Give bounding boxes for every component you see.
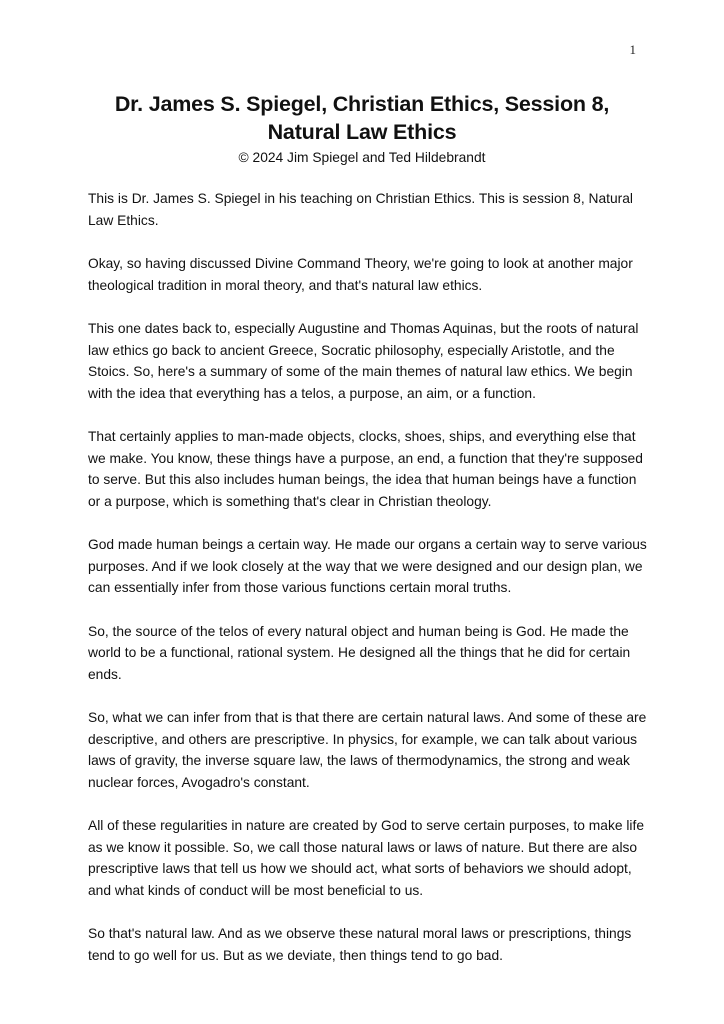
paragraph-1: This is Dr. James S. Spiegel in his teaching on Christian Ethics. This is session 8, Natural Law Ethics. xyxy=(88,191,633,228)
page-number: 1 xyxy=(629,42,636,57)
paragraph-2: Okay, so having discussed Divine Command Theory, we're going to look at another major theological tradition in moral theory, and that's natural law ethics. xyxy=(88,256,633,293)
paragraph-5: God made human beings a certain way. He made our organs a certain way to serve various purposes. And if we look closely at the way that we were designed and our design plan, we can essentially infer from those various functions certain moral truths. xyxy=(88,537,647,595)
document-title xyxy=(88,90,636,146)
paragraph-8: All of these regularities in nature are created by God to serve certain purposes, to make life as we know it possible. So, we call those natural laws or laws of nature. But there are also prescriptive laws that tell us how we should act, what sorts of behaviors we should adopt, and what kinds of conduct will be most beneficial to us. xyxy=(88,818,644,898)
title-line-2: Natural Law Ethics xyxy=(267,120,457,144)
title-line-1: Dr. James S. Spiegel, Christian Ethics, Session 8, xyxy=(114,92,610,116)
paragraph-4: That certainly applies to man-made objects, clocks, shoes, ships, and everything else that we make. You know, these things have a purpose, an end, a function that they're supposed to serve. But this also includes human beings, the idea that human beings have a function or a purpose, which is something that's clear in Christian theology. xyxy=(88,429,643,509)
document-body xyxy=(88,188,648,988)
paragraph-7: So, what we can infer from that is that there are certain natural laws. And some of these are descriptive, and others are prescriptive. In physics, for example, we can talk about various laws of gravity, the inverse square law, the laws of thermodynamics, the strong and weak nuclear forces, Avogadro's constant. xyxy=(88,710,647,790)
paragraph-9: So that's natural law. And as we observe these natural moral laws or prescriptions, things tend to go well for us. But as we deviate, then things tend to go bad. xyxy=(88,926,632,963)
paragraph-3: This one dates back to, especially Augustine and Thomas Aquinas, but the roots of natural law ethics go back to ancient Greece, Socratic philosophy, especially Aristotle, and the Stoics. So, here's a summary of some of the main themes of natural law ethics. We begin with the idea that everything has a telos, a purpose, an aim, or a function. xyxy=(88,321,639,401)
copyright-notice: © 2024 Jim Spiegel and Ted Hildebrandt xyxy=(238,150,486,165)
paragraph-6: So, the source of the telos of every natural object and human being is God. He made the world to be a functional, rational system. He designed all the things that he did for certain ends. xyxy=(88,623,631,682)
document-header xyxy=(88,90,636,167)
